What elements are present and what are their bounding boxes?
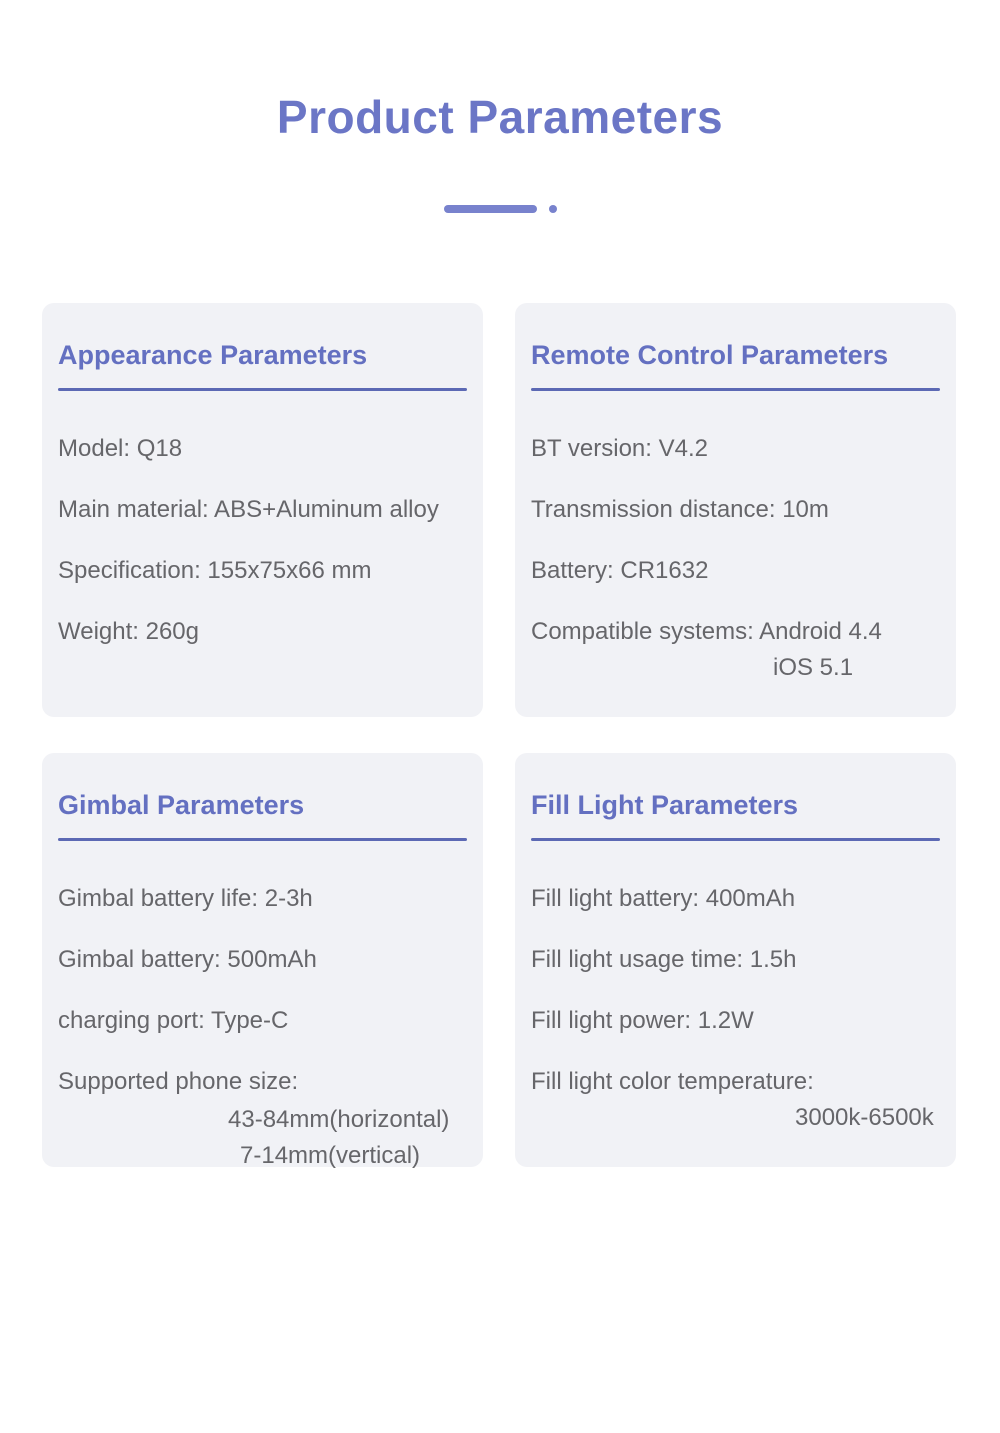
spec-item-color-temperature-range: 3000k-6500k — [795, 1103, 934, 1131]
spec-item-gimbal-battery-life: Gimbal battery life: 2-3h — [58, 884, 313, 912]
card-title-underline — [58, 388, 467, 391]
card-title: Remote Control Parameters — [531, 339, 889, 370]
spec-item-fill-light-battery: Fill light battery: 400mAh — [531, 884, 796, 912]
spec-item-transmission-distance: Transmission distance: 10m — [531, 495, 829, 523]
spec-item-phone-size-horizontal: 43-84mm(horizontal) — [228, 1105, 450, 1133]
decorative-dot — [549, 205, 557, 213]
spec-item-material: Main material: ABS+Aluminum alloy — [58, 495, 439, 523]
card-fill-light-parameters — [515, 753, 956, 1167]
spec-item-fill-light-usage-time: Fill light usage time: 1.5h — [531, 945, 797, 973]
spec-item-fill-light-power: Fill light power: 1.2W — [531, 1006, 754, 1034]
spec-item-phone-size-vertical: 7-14mm(vertical) — [240, 1141, 421, 1169]
title-decoration — [0, 205, 1000, 213]
decorative-line — [444, 205, 537, 213]
card-title-underline — [58, 838, 467, 841]
card-title-underline — [531, 388, 940, 391]
spec-item-model: Model: Q18 — [58, 434, 183, 462]
spec-item-fill-light-color-temperature: Fill light color temperature: — [531, 1067, 814, 1095]
spec-item-battery: Battery: CR1632 — [531, 556, 709, 584]
spec-item-charging-port: charging port: Type-C — [58, 1006, 289, 1034]
card-appearance-parameters — [42, 303, 483, 717]
parameter-cards-grid — [42, 303, 1000, 1167]
card-title: Gimbal Parameters — [58, 789, 305, 820]
spec-item-weight: Weight: 260g — [58, 617, 199, 645]
card-remote-control-parameters — [515, 303, 956, 717]
page-title: Product Parameters — [276, 91, 724, 143]
spec-item-supported-phone-size: Supported phone size: — [58, 1067, 299, 1095]
spec-item-compatible-systems-continued: iOS 5.1 — [773, 653, 854, 681]
spec-item-bt-version: BT version: V4.2 — [531, 434, 708, 462]
card-gimbal-parameters — [42, 753, 483, 1167]
spec-item-specification: Specification: 155x75x66 mm — [58, 556, 372, 584]
card-title-underline — [531, 838, 940, 841]
spec-item-compatible-systems: Compatible systems: Android 4.4 — [531, 617, 882, 645]
spec-item-gimbal-battery: Gimbal battery: 500mAh — [58, 945, 317, 973]
card-title: Fill Light Parameters — [531, 789, 799, 820]
card-title: Appearance Parameters — [58, 339, 368, 370]
